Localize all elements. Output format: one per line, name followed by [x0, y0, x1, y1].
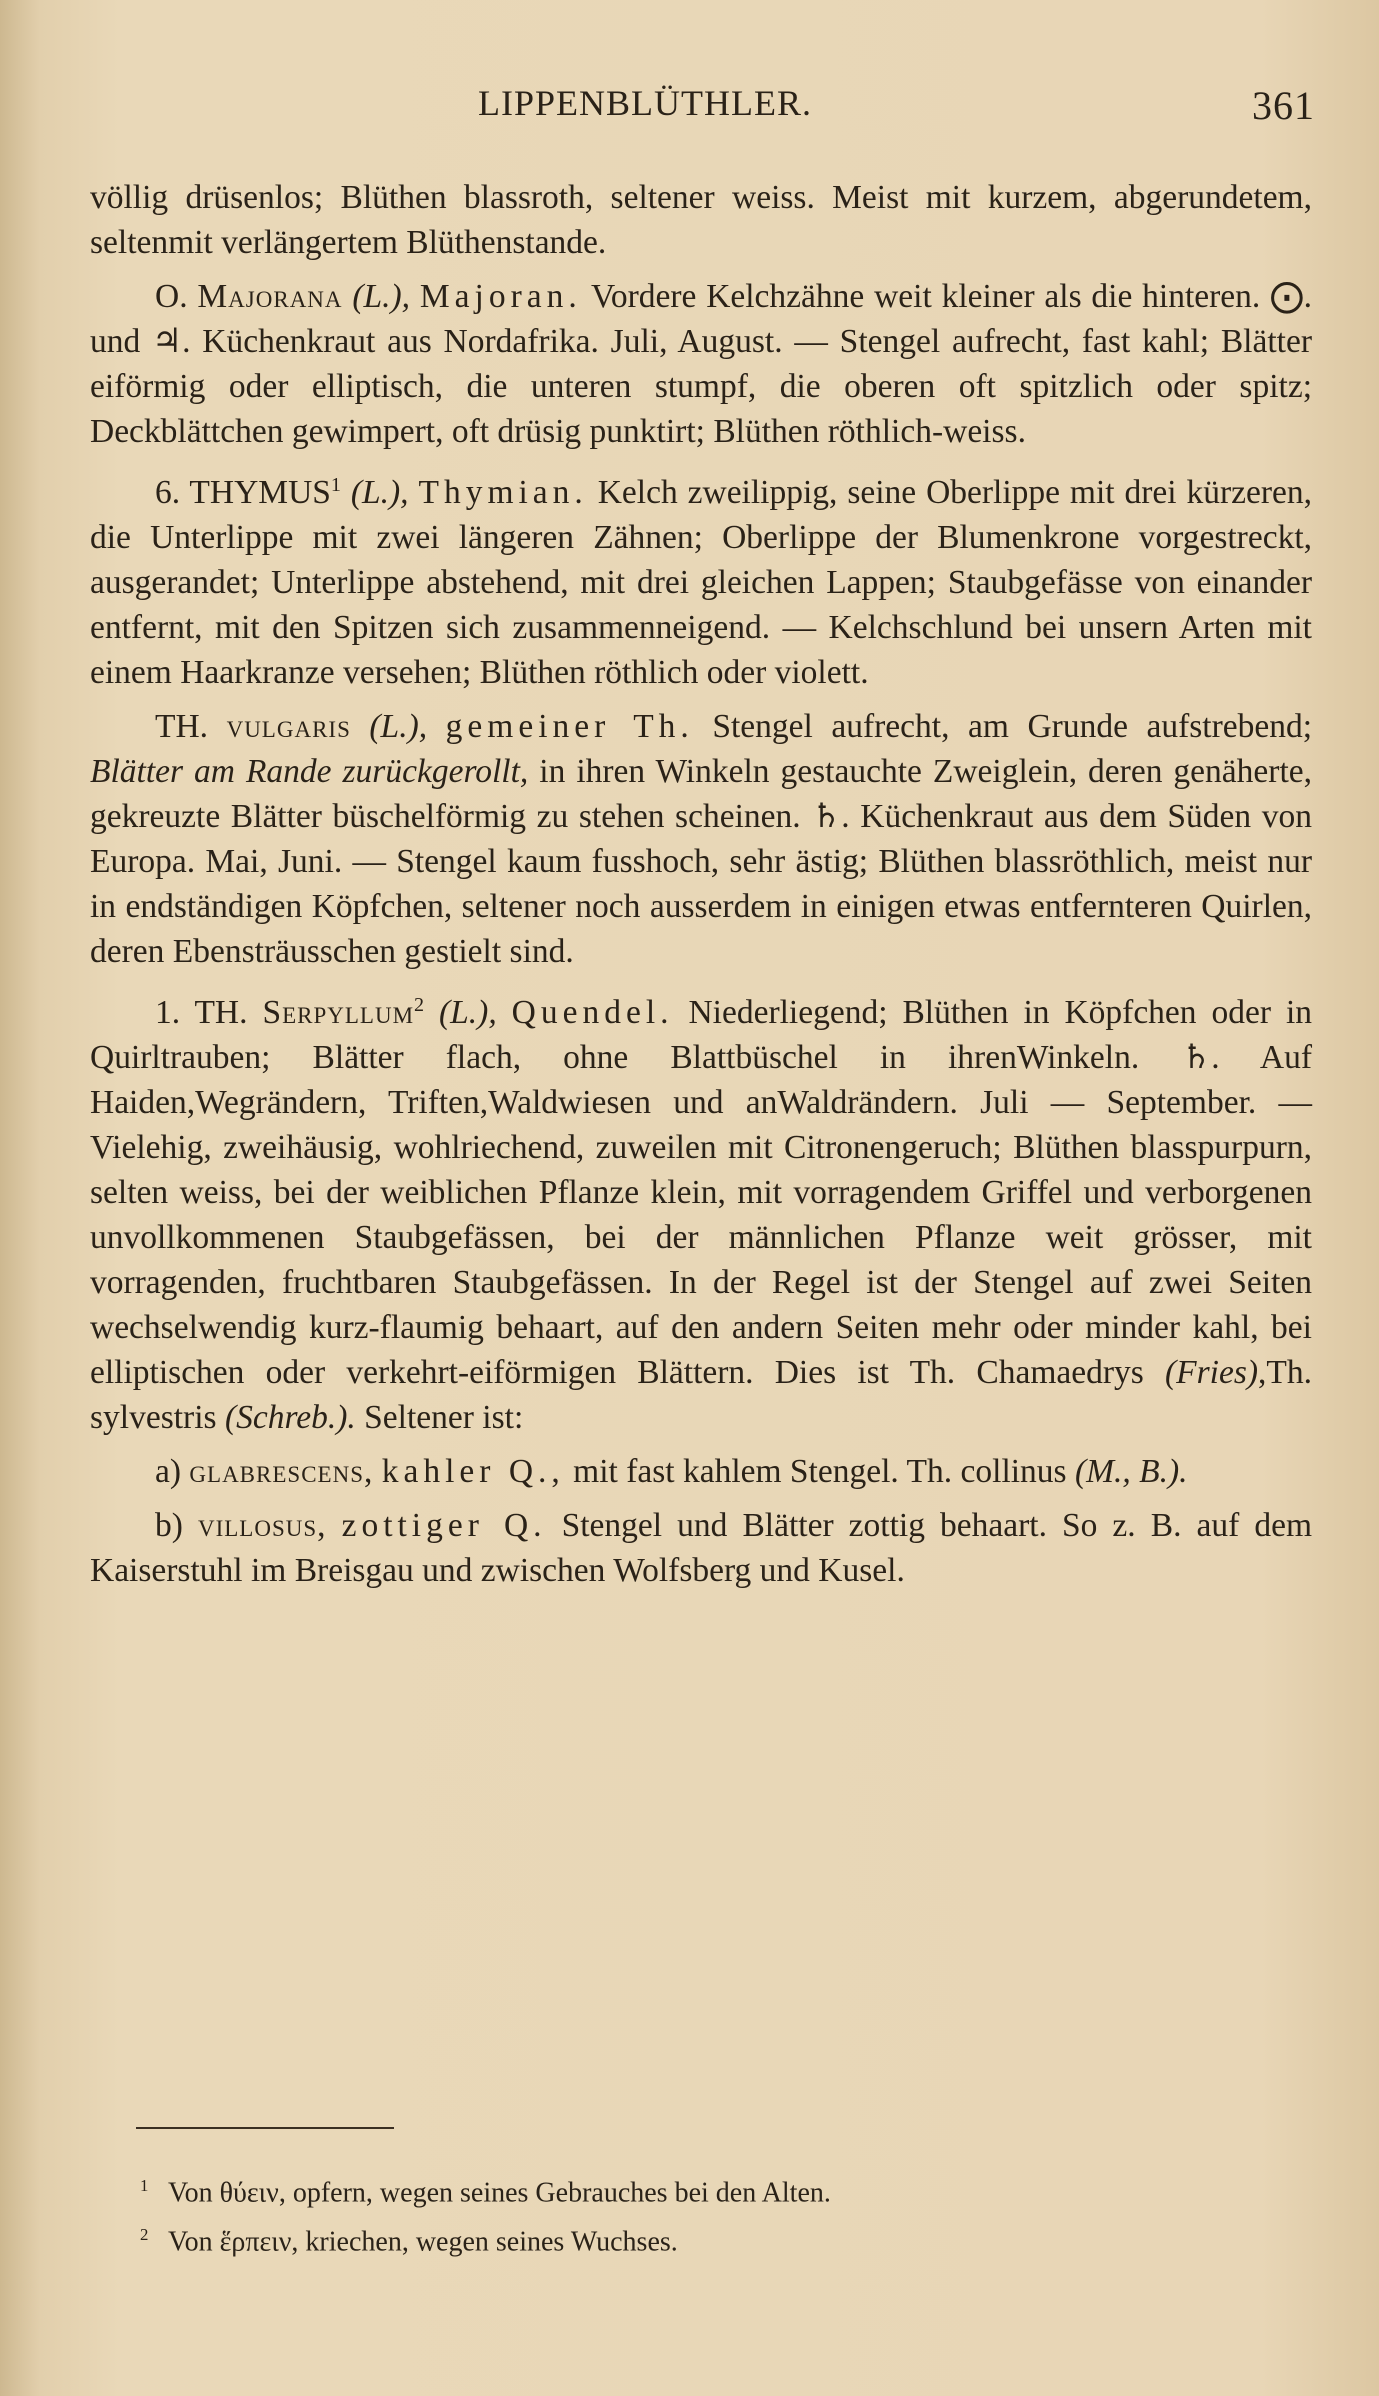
footnote [140, 2165, 1240, 2214]
entry-description: Vordere Kelchzähne weit kleiner als die hinteren. ⨀. und ♃. Küchenkraut aus Nordafrika. Juli, August. — Stengel aufrecht, fast kahl; Blätter eiförmig oder elliptisch, die unteren stumpf, die oberen oft spitzlich oder spitz; Deckblättchen gewimpert, oft drüsig punktirt; Blüthen röthlich-weiss. [90, 278, 1312, 450]
entry-description: Stengel und Blätter zottig behaart. So z. B. auf dem Kaiserstuhl im Breisgau und zwischen Wolfsberg und Kusel. [90, 1507, 1313, 1590]
entry-description: Kelch zweilippig, seine Oberlippe mit drei kürzeren, die Unterlippe mit zwei längeren Zähnen; Oberlippe der Blumenkrone vorgestreckt, ausgerandet; Unterlippe abstehend, mit drei gleichen Lappen; Staubgefässe von einander entfernt, mit den Spitzen sich zusammenneigend. — Kelchschlund bei unsern Arten mit einem Haarkranze versehen; Blüthen röthlich oder violett. [90, 474, 1313, 692]
running-header [90, 82, 1315, 132]
entry-vulgaris [90, 704, 1312, 974]
paragraph-continuation [90, 175, 1312, 265]
entry-description: ,Th. sylvestris [90, 1354, 1313, 1437]
footnote-divider [136, 2127, 394, 2129]
entry-lead: TH. [155, 708, 209, 746]
footnote-text: Von ἕρπειν, kriechen, wegen seines Wuchses. [168, 2226, 678, 2258]
author-abbr: (L.), [439, 994, 497, 1032]
footnote-mark: 2 [140, 2225, 149, 2245]
species-name: vulgaris [226, 708, 351, 746]
common-name: Majoran. [419, 278, 582, 315]
common-name: kahler Q., [381, 1453, 565, 1491]
variety-label: a) [155, 1453, 182, 1491]
variety-name: glabrescens, [189, 1453, 374, 1491]
variety-label: b) [155, 1507, 183, 1545]
author-abbr: (M., B.). [1074, 1453, 1188, 1491]
entry-serpyllum [90, 983, 1312, 1440]
page-number: 361 [1252, 83, 1315, 128]
genus-heading: 6. THYMUS [155, 474, 331, 512]
paragraph-text: völlig drüsenlos; Blüthen blassroth, seltener weiss. Meist mit kurzem, abgerundetem, seltenmit verlängertem Blüthenstande. [90, 179, 1312, 261]
footnote-text: Von θύειν, opfern, wegen seines Gebrauches bei den Alten. [168, 2177, 831, 2209]
variety-name: villosus, [197, 1507, 327, 1545]
entry-majorana [90, 274, 1312, 454]
footnote [140, 2214, 1240, 2263]
body-text [90, 175, 1312, 1602]
variety-glabrescens [90, 1449, 1312, 1494]
header-title: LIPPENBLÜTHLER. [478, 83, 812, 123]
footnotes [140, 2165, 1240, 2264]
footnote-ref: 2 [414, 994, 425, 1017]
italic-phrase: Blätter am Rande zurückgerollt, [90, 753, 529, 791]
entry-description: in ihren Winkeln gestauchte Zweiglein, deren genäherte, gekreuzte Blätter büschelförmig zu stehen scheinen. ♄. Küchenkraut aus dem Süden von Europa. Mai, Juni. — Stengel kaum fusshoch, sehr ästig; Blüthen blassröthlich, meist nur in endständigen Köpfchen, seltener noch ausserdem in einigen etwas entfernteren Quirlen, deren Ebensträusschen gestielt sind. [90, 753, 1312, 971]
author-abbr: (L.), [350, 474, 409, 512]
species-name: Majorana [197, 278, 343, 315]
entry-lead: 1. TH. [155, 994, 248, 1032]
entry-description: Niederliegend; Blüthen in Köpfchen oder in Quirltrauben; Blätter flach, ohne Blattbüschel in ihrenWinkeln. ♄. Auf Haiden,Wegrändern, Triften,Waldwiesen und anWaldrändern. Juli — September. —Vielehig, zweihäusig, wohlriechend, zuweilen mit Citronengeruch; Blüthen blasspurpurn, selten weiss, bei der weiblichen Pflanze klein, mit vorragendem Griffel und verborgenen unvollkommenen Staubgefässen, bei der männlichen Pflanze weit grösser, mit vorragenden, fruchtbaren Staubgefässen. In der Regel ist der Stengel auf zwei Seiten wechselwendig kurz-flaumig behaart, auf den andern Seiten mehr oder minder kahl, bei elliptischen oder verkehrt-eiförmigen Blättern. Dies ist Th. Chamaedrys [90, 994, 1313, 1392]
entry-description: Stengel aufrecht, am Grunde aufstrebend; [712, 708, 1313, 746]
common-name: gemeiner Th. [445, 708, 694, 746]
common-name: zottiger Q. [341, 1507, 547, 1545]
author-abbr: (L.), [369, 708, 428, 746]
footnote-mark: 1 [140, 2176, 149, 2195]
entry-thymus [90, 463, 1312, 695]
common-name: Quendel. [511, 994, 674, 1032]
entry-description: mit fast kahlem Stengel. Th. collinus [573, 1453, 1067, 1491]
author-abbr: (Schreb.). [224, 1399, 356, 1437]
author-abbr: (L.), [352, 278, 411, 315]
species-name: Serpyllum [262, 994, 415, 1032]
variety-villosus [90, 1503, 1312, 1593]
common-name: Thymian. [418, 474, 588, 512]
entry-lead: O. [155, 278, 188, 315]
author-abbr: (Fries) [1165, 1354, 1259, 1392]
footnote-ref: 1 [330, 474, 341, 496]
entry-description: Seltener ist: [364, 1399, 524, 1437]
